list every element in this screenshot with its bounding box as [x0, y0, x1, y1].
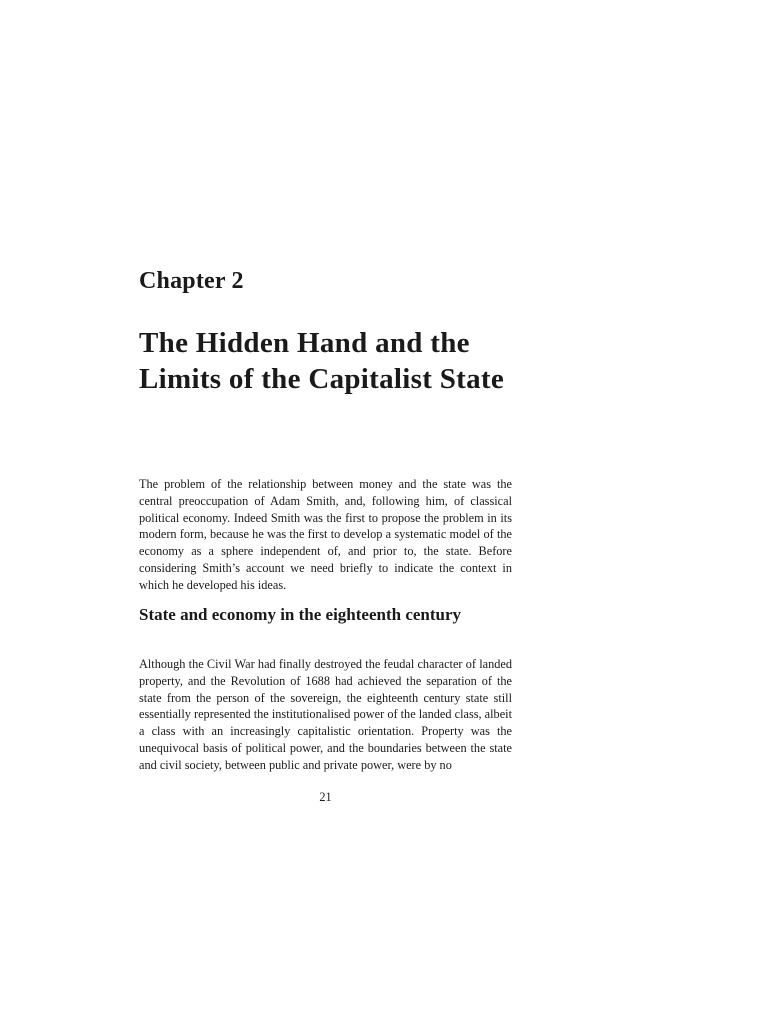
section-heading: State and economy in the eighteenth century: [139, 605, 462, 624]
chapter-label: Chapter 2: [139, 268, 244, 294]
page-number: 21: [319, 790, 332, 804]
chapter-title: The Hidden Hand and the Limits of the Capitalist State: [139, 327, 505, 395]
section-paragraph: Although the Civil War had finally destroyed the feudal character of landed property, and the Revolution of 1688 had achieved the separation of the state from the person of the sovereign, the eighteenth century state still essentially represented the institutionalised power of the landed class, albeit a class with an increasingly capitalistic orientation. Property was the unequivocal basis of political power, and the boundaries between the state and civil society, between public and private power, were by no: [139, 657, 512, 772]
book-page: [139, 0, 512, 1024]
intro-paragraph: The problem of the relationship between money and the state was the central preoccupation of Adam Smith, and, following him, of classical political economy. Indeed Smith was the first to propose the problem in its modern form, because he was the first to develop a systematic model of the economy as a sphere independent of, and prior to, the state. Before considering Smith’s account we need briefly to indicate the context in which he developed his ideas.: [139, 477, 512, 592]
